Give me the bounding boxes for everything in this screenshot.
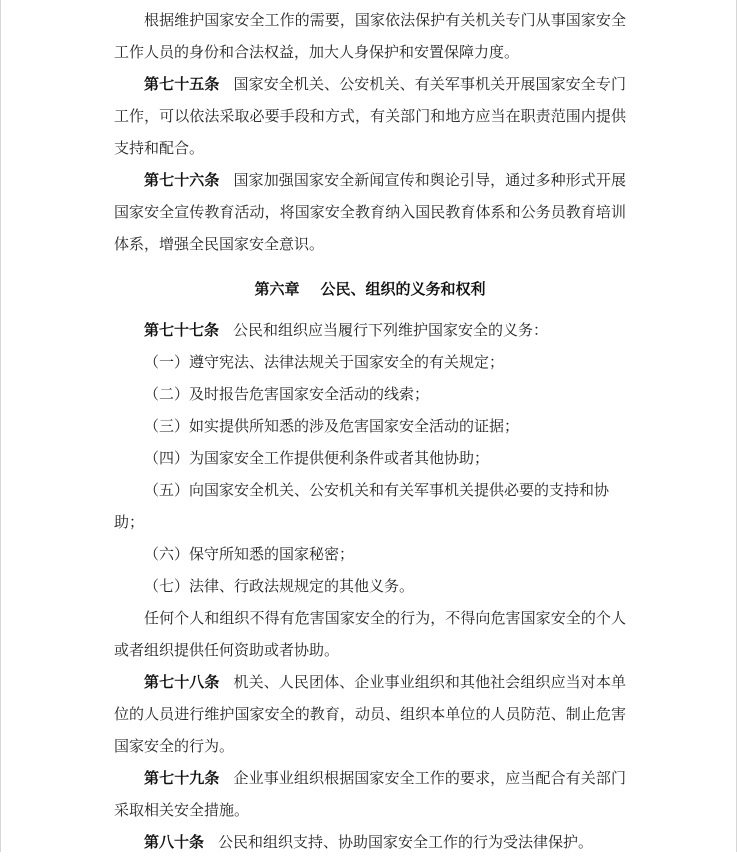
article-77-item-5: （五）向国家安全机关、公安机关和有关军事机关提供必要的支持和协助；	[114, 481, 610, 531]
article-77-closing: 任何个人和组织不得有危害国家安全的行为，不得向危害国家安全的个人或者组织提供任何资助或者协助。	[114, 609, 626, 659]
article-75-text: 国家安全机关、公安机关、有关军事机关开展国家安全专门工作，可以依法采取必要手段和方式，有关部门和地方应当在职责范围内提供支持和配合。	[114, 75, 626, 157]
article-77-item-2: （二）及时报告危害国家安全活动的线索；	[144, 385, 430, 403]
intro-paragraph: 根据维护国家安全工作的需要，国家依法保护有关机关专门从事国家安全工作人员的身份和合法权益，加大人身保护和安置保障力度。	[114, 11, 626, 61]
article-77-item-4: （四）为国家安全工作提供便利条件或者其他协助；	[144, 449, 490, 467]
article-79-text: 企业事业组织根据国家安全工作的要求，应当配合有关部门采取相关安全措施。	[114, 769, 626, 819]
article-78-text: 机关、人民团体、企业事业组织和其他社会组织应当对本单位的人员进行维护国家安全的教育，动员、组织本单位的人员防范、制止危害国家安全的行为。	[114, 673, 626, 755]
document-body	[114, 4, 626, 858]
article-77-text: 公民和组织应当履行下列维护国家安全的义务：	[233, 321, 549, 339]
article-75-label: 第七十五条	[144, 75, 220, 93]
article-77-item-7: （七）法律、行政法规规定的其他义务。	[144, 577, 415, 595]
article-79	[114, 762, 626, 826]
article-80-text: 公民和组织支持、协助国家安全工作的行为受法律保护。	[218, 833, 594, 851]
article-76-text: 国家加强国家安全新闻宣传和舆论引导，通过多种形式开展国家安全宣传教育活动，将国家安全教育纳入国民教育体系和公务员教育培训体系，增强全民国家安全意识。	[114, 171, 626, 253]
article-76-label: 第七十六条	[144, 171, 220, 189]
chapter-heading	[114, 273, 626, 305]
article-78-label: 第七十八条	[144, 673, 220, 691]
article-80	[114, 826, 626, 858]
article-78	[114, 666, 626, 762]
article-77-item-1: （一）遵守宪法、法律法规关于国家安全的有关规定；	[144, 353, 505, 371]
article-79-label: 第七十九条	[144, 769, 220, 787]
article-77-label: 第七十七条	[144, 321, 220, 339]
page-edge-left	[0, 0, 1, 852]
article-77-item-6: （六）保守所知悉的国家秘密；	[144, 545, 355, 563]
chapter-title: 公民、组织的义务和权利	[320, 280, 486, 298]
chapter-number: 第六章	[254, 280, 300, 298]
article-80-label: 第八十条	[144, 833, 205, 851]
article-77-item-3: （三）如实提供所知悉的涉及危害国家安全活动的证据；	[144, 417, 520, 435]
article-75	[114, 68, 626, 164]
article-76	[114, 164, 626, 260]
article-77	[114, 314, 626, 346]
